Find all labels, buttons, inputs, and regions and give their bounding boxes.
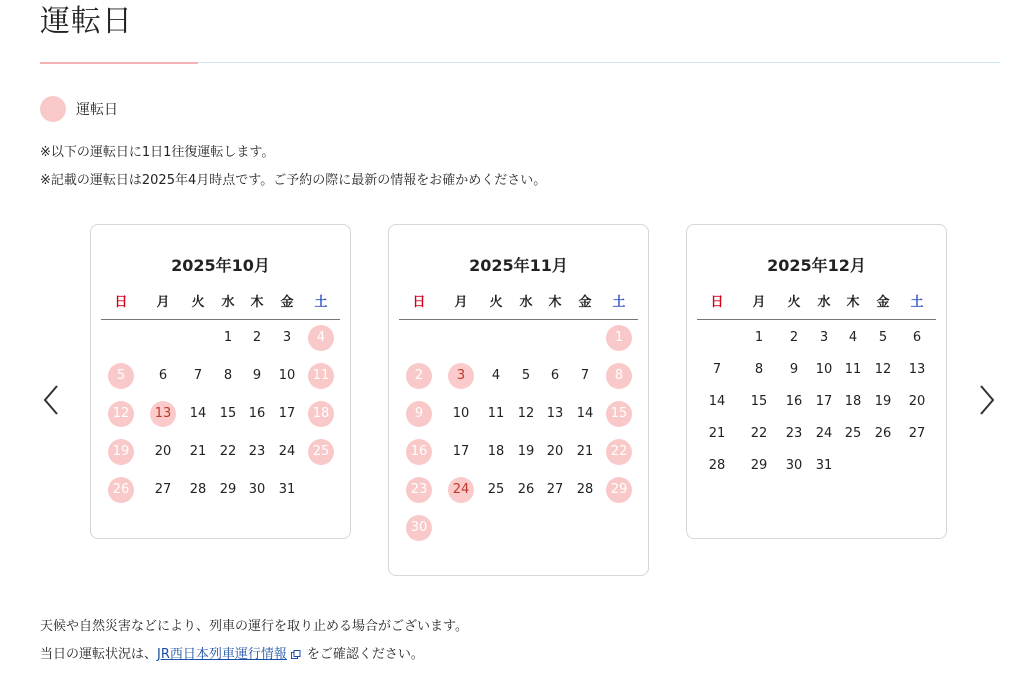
weekday-label: 火: [191, 295, 205, 310]
calendar-day: 3: [819, 330, 829, 345]
calendar-day: 20: [154, 444, 172, 459]
calendar-day: 25: [844, 426, 862, 441]
calendar-day: 2: [252, 330, 262, 345]
calendar-day: 16: [785, 394, 803, 409]
footer-status-prefix: 当日の運転状況は、: [40, 647, 158, 662]
calendar-day: 30: [248, 482, 266, 497]
calendar-day-run: 8: [606, 363, 632, 389]
train-info-link[interactable]: JR西日本列車運行情報: [157, 647, 287, 662]
calendar-day: 20: [908, 394, 926, 409]
calendar-day-run: 9: [406, 401, 432, 427]
calendar-day: 3: [282, 330, 292, 345]
calendar-day-run: 24: [448, 477, 474, 503]
calendar-day: 28: [576, 482, 594, 497]
next-month-button[interactable]: [976, 384, 996, 416]
calendar-day: 18: [487, 444, 505, 459]
calendar-day: 1: [223, 330, 233, 345]
calendar-day-run: 4: [308, 325, 334, 351]
calendar-day: 17: [815, 394, 833, 409]
calendar-day: 10: [452, 406, 470, 421]
legend: [40, 96, 118, 122]
calendar-day: 24: [278, 444, 296, 459]
weekday-label: 日: [114, 295, 128, 310]
calendar-day-run: 11: [308, 363, 334, 389]
calendar-day: 20: [546, 444, 564, 459]
calendar-day-run: 16: [406, 439, 432, 465]
calendar-day: 12: [517, 406, 535, 421]
calendar-day: 9: [789, 362, 799, 377]
calendar-day: 13: [546, 406, 564, 421]
calendar-day: 28: [708, 458, 726, 473]
calendar-day: 17: [278, 406, 296, 421]
weekday-label: 月: [156, 295, 170, 310]
calendar-november: [388, 224, 649, 576]
weekday-label: 月: [454, 295, 468, 310]
weekday-label: 木: [548, 295, 562, 310]
page-title: 運転日: [40, 4, 133, 39]
calendar-day-run: 12: [108, 401, 134, 427]
calendar-day: 24: [815, 426, 833, 441]
calendar-day: 17: [452, 444, 470, 459]
calendar-day-run: 3: [448, 363, 474, 389]
title-divider: [40, 62, 1000, 63]
chevron-left-icon: [42, 384, 62, 416]
calendar-title: 2025年11月: [469, 256, 568, 275]
calendar-day: 21: [708, 426, 726, 441]
calendar-day: 8: [754, 362, 764, 377]
calendar-day: 14: [708, 394, 726, 409]
calendar-day: 22: [219, 444, 237, 459]
calendar-day-run: 22: [606, 439, 632, 465]
calendar-day-run: 13: [150, 401, 176, 427]
calendar-day: 23: [785, 426, 803, 441]
calendar-day: 11: [487, 406, 505, 421]
calendar-day-run: 5: [108, 363, 134, 389]
calendar-day: 25: [487, 482, 505, 497]
weekday-label: 水: [519, 295, 533, 310]
external-link-icon: [291, 650, 301, 660]
calendar-day: 19: [517, 444, 535, 459]
calendar-day: 21: [189, 444, 207, 459]
calendar-day: 13: [908, 362, 926, 377]
calendar-day: 1: [754, 330, 764, 345]
weekday-label: 金: [280, 295, 294, 310]
calendar-day: 27: [546, 482, 564, 497]
calendar-day: 7: [580, 368, 590, 383]
note-operation: ※以下の運転日に1日1往復運転します。: [40, 145, 275, 160]
weekday-label: 土: [612, 295, 626, 310]
calendar-day: 11: [844, 362, 862, 377]
calendar-day: 10: [815, 362, 833, 377]
calendar-day: 5: [521, 368, 531, 383]
calendar-day: 10: [278, 368, 296, 383]
calendar-day: 9: [252, 368, 262, 383]
calendar-day-run: 18: [308, 401, 334, 427]
calendar-day-run: 1: [606, 325, 632, 351]
calendar-day: 15: [219, 406, 237, 421]
weekday-label: 土: [910, 295, 924, 310]
calendar-day: 7: [193, 368, 203, 383]
calendar-day: 19: [874, 394, 892, 409]
calendar-day: 12: [874, 362, 892, 377]
chevron-right-icon: [976, 384, 996, 416]
calendar-day: 26: [874, 426, 892, 441]
weekday-label: 木: [250, 295, 264, 310]
calendar-day: 5: [878, 330, 888, 345]
calendar-day: 4: [848, 330, 858, 345]
calendar-day: 15: [750, 394, 768, 409]
calendar-day-run: 30: [406, 515, 432, 541]
calendar-day: 14: [576, 406, 594, 421]
run-day-marker: [40, 96, 66, 122]
calendar-day-run: 26: [108, 477, 134, 503]
calendar-day: 30: [785, 458, 803, 473]
calendar-day: 27: [154, 482, 172, 497]
calendar-day-run: 25: [308, 439, 334, 465]
weekday-label: 火: [787, 295, 801, 310]
calendar-day-run: 29: [606, 477, 632, 503]
calendar-day-run: 23: [406, 477, 432, 503]
prev-month-button[interactable]: [42, 384, 62, 416]
calendar-day-run: 2: [406, 363, 432, 389]
calendar-day: 23: [248, 444, 266, 459]
weekday-label: 月: [752, 295, 766, 310]
calendar-day: 18: [844, 394, 862, 409]
weekday-label: 火: [489, 295, 503, 310]
footer-status: [40, 646, 424, 664]
calendar-day: 4: [491, 368, 501, 383]
calendar-day: 6: [912, 330, 922, 345]
weekday-header: [101, 295, 340, 320]
weekday-header: [399, 295, 638, 320]
weekday-label: 木: [846, 295, 860, 310]
calendar-day: 21: [576, 444, 594, 459]
calendar-day-run: 19: [108, 439, 134, 465]
weekday-label: 土: [314, 295, 328, 310]
calendar-december: [686, 224, 947, 539]
calendar-day: 31: [278, 482, 296, 497]
weekday-label: 日: [412, 295, 426, 310]
title-divider-accent: [40, 62, 198, 64]
calendar-october: [90, 224, 351, 539]
calendar-day: 29: [219, 482, 237, 497]
weekday-label: 金: [876, 295, 890, 310]
weekday-label: 水: [221, 295, 235, 310]
calendar-day: 16: [248, 406, 266, 421]
calendar-day: 6: [550, 368, 560, 383]
calendar-day: 28: [189, 482, 207, 497]
note-as-of: ※記載の運転日は2025年4月時点です。ご予約の際に最新の情報をお確かめください。: [40, 173, 547, 188]
footer-status-suffix: をご確認ください。: [306, 647, 424, 662]
calendar-day: 2: [789, 330, 799, 345]
calendar-day: 22: [750, 426, 768, 441]
calendar-day-run: 15: [606, 401, 632, 427]
footer-notice: 天候や自然災害などにより、列車の運行を取り止める場合がございます。: [40, 619, 468, 634]
calendar-day: 26: [517, 482, 535, 497]
calendar-day: 31: [815, 458, 833, 473]
calendar-day: 8: [223, 368, 233, 383]
legend-label: 運転日: [76, 102, 118, 118]
calendar-day: 14: [189, 406, 207, 421]
calendar-title: 2025年12月: [767, 256, 866, 275]
calendar-day: 27: [908, 426, 926, 441]
calendar-day: 7: [712, 362, 722, 377]
calendar-title: 2025年10月: [171, 256, 270, 275]
weekday-header: [697, 295, 936, 320]
weekday-label: 金: [578, 295, 592, 310]
calendar-day: 29: [750, 458, 768, 473]
weekday-label: 水: [817, 295, 831, 310]
calendar-day: 6: [158, 368, 168, 383]
weekday-label: 日: [710, 295, 724, 310]
